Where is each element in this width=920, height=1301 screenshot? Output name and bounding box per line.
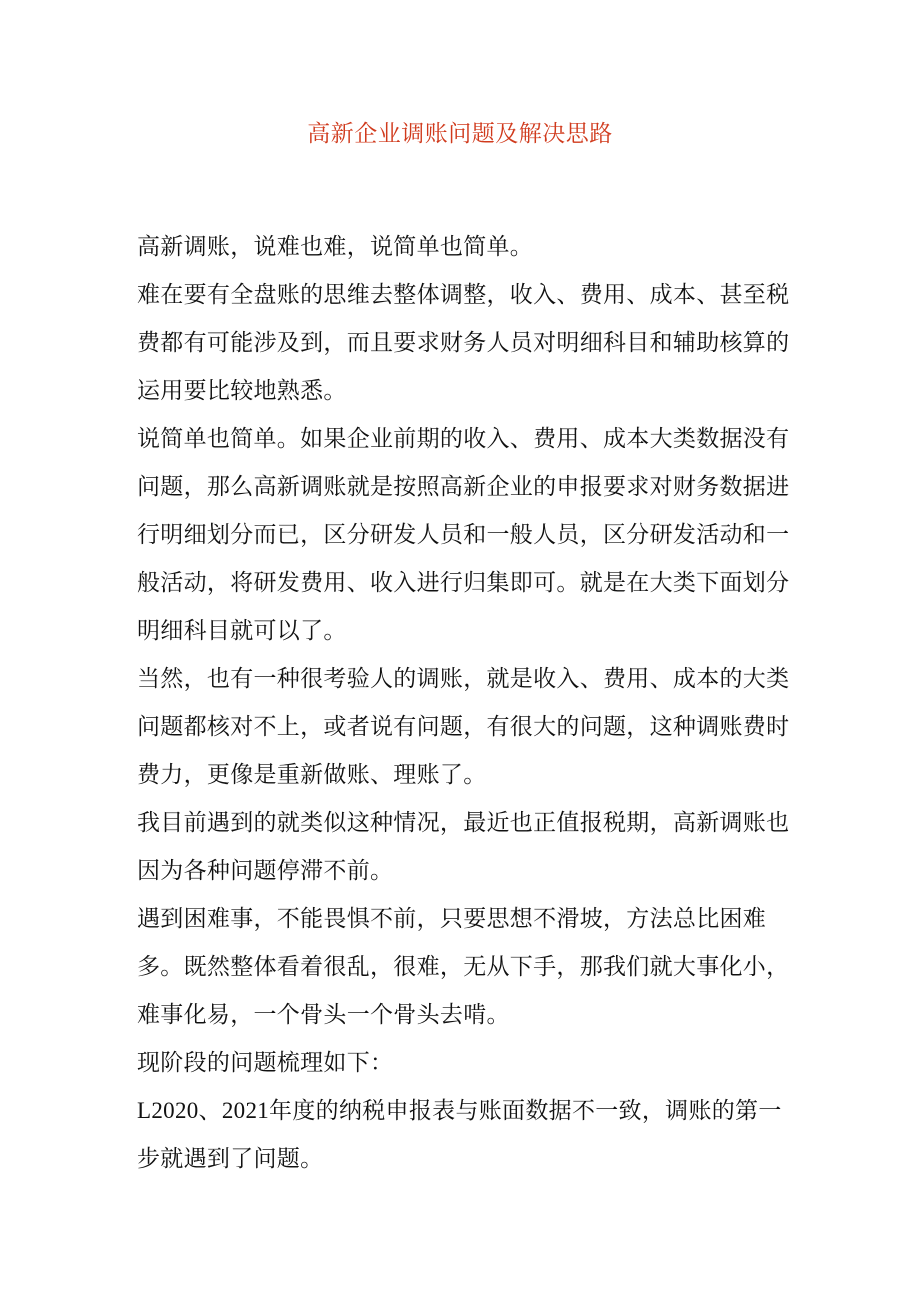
paragraph: 难在要有全盘账的思维去整体调整，收入、费用、成本、甚至税费都有可能涉及到，而且要求财务人员对明细科目和辅助核算的运用要比较地熟悉。 xyxy=(137,282,790,404)
paragraph: 现阶段的问题梳理如下： xyxy=(137,1050,394,1076)
document-title: 高新企业调账问题及解决思路 xyxy=(307,121,613,147)
paragraph: 我目前遇到的就类似这种情况，最近也正值报税期，高新调账也因为各种问题停滞不前。 xyxy=(137,810,790,884)
document-body xyxy=(137,223,793,1183)
paragraph: 当然，也有一种很考验人的调账，就是收入、费用、成本的大类问题都核对不上，或者说有问题，有很大的问题，这种调账费时费力，更像是重新做账、理账了。 xyxy=(137,666,790,788)
paragraph: 遇到困难事，不能畏惧不前，只要思想不滑坡，方法总比困难多。既然整体看着很乱，很难，无从下手，那我们就大事化小，难事化易，一个骨头一个骨头去啃。 xyxy=(137,906,790,1028)
paragraph-numbered: L2020、2021年度的纳税申报表与账面数据不一致，调账的第一步就遇到了问题。 xyxy=(137,1098,782,1171)
paragraph: 说简单也简单。如果企业前期的收入、费用、成本大类数据没有问题，那么高新调账就是按照高新企业的申报要求对财务数据进行明细划分而已，区分研发人员和一般人员，区分研发活动和一般活动，将研发费用、收入进行归集即可。就是在大类下面划分明细科目就可以了。 xyxy=(137,426,790,644)
paragraph: 高新调账，说难也难，说简单也简单。 xyxy=(137,234,534,260)
